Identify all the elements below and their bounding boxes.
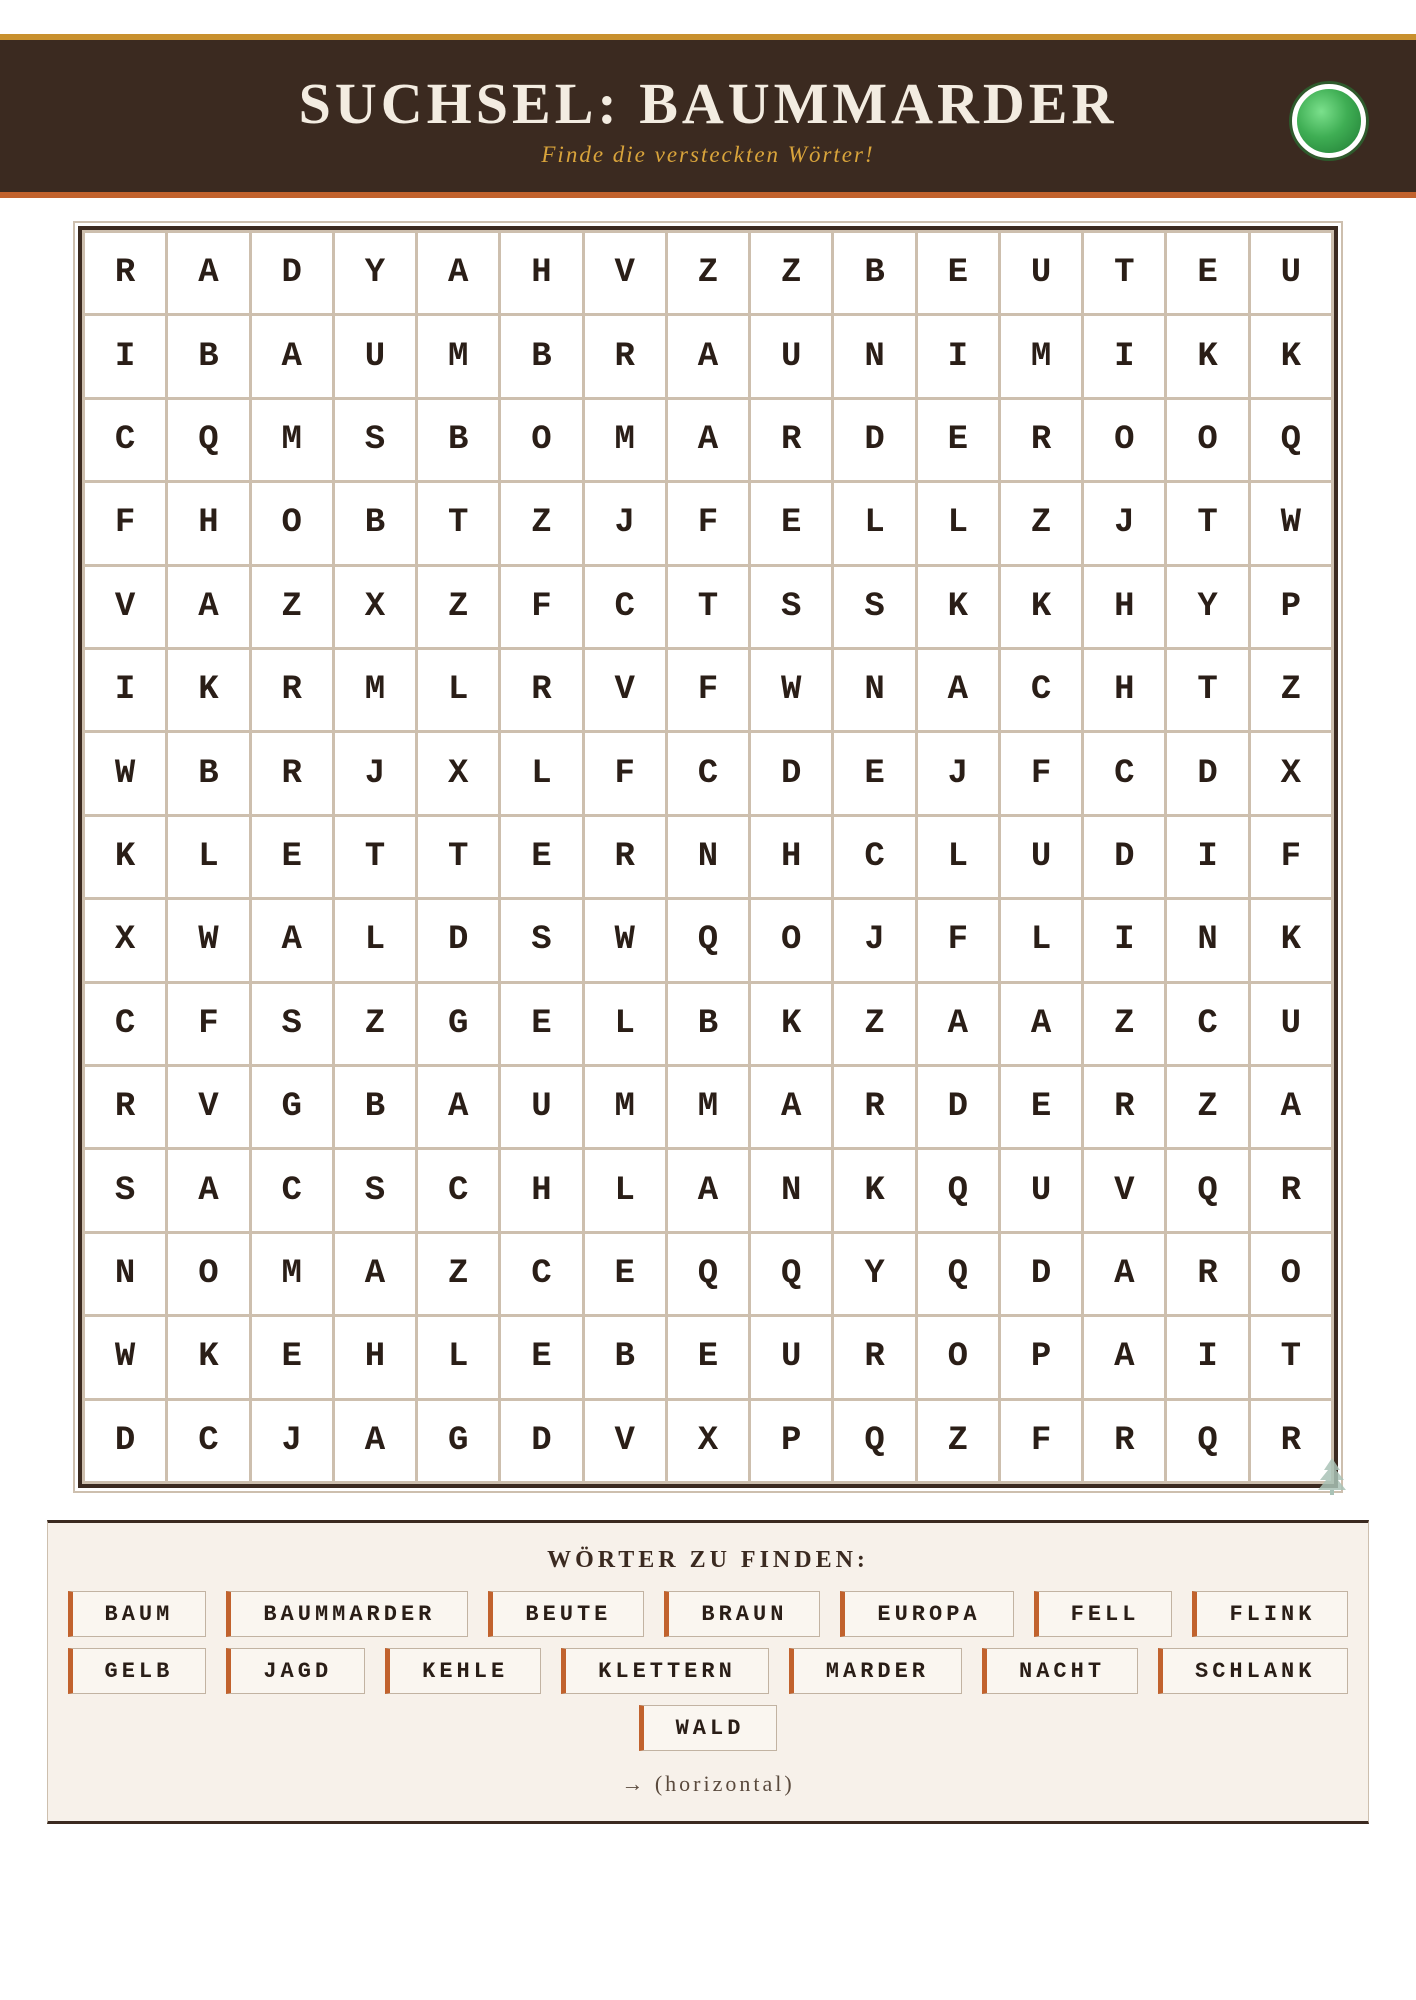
grid-cell[interactable]: M xyxy=(668,1067,748,1147)
grid-cell[interactable]: V xyxy=(585,1401,665,1481)
grid-cell[interactable]: V xyxy=(585,650,665,730)
grid-cell[interactable]: B xyxy=(335,1067,415,1147)
grid-cell[interactable]: V xyxy=(585,233,665,313)
grid-cell[interactable]: V xyxy=(85,567,165,647)
grid-cell[interactable]: L xyxy=(168,817,248,897)
grid-cell[interactable]: Q xyxy=(668,1234,748,1314)
grid-cell[interactable]: O xyxy=(501,400,581,480)
grid-cell[interactable]: J xyxy=(834,900,914,980)
grid-cell[interactable]: Z xyxy=(501,483,581,563)
grid-cell[interactable]: S xyxy=(751,567,831,647)
word-tag: NACHT xyxy=(982,1648,1138,1694)
grid-cell[interactable]: J xyxy=(918,733,998,813)
grid-cell[interactable]: V xyxy=(168,1067,248,1147)
grid-cell[interactable]: Q xyxy=(1167,1401,1247,1481)
grid-cell[interactable]: I xyxy=(1167,1317,1247,1397)
grid-cell[interactable]: Q xyxy=(751,1234,831,1314)
grid-cell[interactable]: Z xyxy=(751,233,831,313)
grid-cell[interactable]: F xyxy=(668,650,748,730)
grid-cell[interactable]: L xyxy=(418,1317,498,1397)
grid-cell[interactable]: D xyxy=(501,1401,581,1481)
grid-cell[interactable]: F xyxy=(85,483,165,563)
grid-cell[interactable]: A xyxy=(668,316,748,396)
grid-cell[interactable]: I xyxy=(1084,316,1164,396)
grid-cell[interactable]: G xyxy=(418,984,498,1064)
word-tag: EUROPA xyxy=(840,1591,1013,1637)
grid-cell[interactable]: D xyxy=(1167,733,1247,813)
grid-cell[interactable]: R xyxy=(1167,1234,1247,1314)
grid-cell[interactable]: E xyxy=(252,1317,332,1397)
grid-cell[interactable]: C xyxy=(168,1401,248,1481)
grid-cell[interactable]: C xyxy=(85,984,165,1064)
grid-cell[interactable]: K xyxy=(85,817,165,897)
grid-cell[interactable]: M xyxy=(585,400,665,480)
grid-cell[interactable]: N xyxy=(834,316,914,396)
grid-cell[interactable]: I xyxy=(85,650,165,730)
word-list-row xyxy=(68,1648,1349,1694)
word-list-panel xyxy=(47,1520,1369,1824)
word-tag: BAUMMARDER xyxy=(226,1591,468,1637)
grid-cell[interactable]: C xyxy=(585,567,665,647)
grid-cell[interactable]: C xyxy=(501,1234,581,1314)
word-tag: GELB xyxy=(68,1648,207,1694)
grid-cell[interactable]: X xyxy=(418,733,498,813)
grid-cell[interactable]: E xyxy=(668,1317,748,1397)
grid-cell[interactable]: Z xyxy=(418,1234,498,1314)
grid-cell[interactable]: O xyxy=(252,483,332,563)
grid-cell[interactable]: I xyxy=(918,316,998,396)
grid-cell[interactable]: K xyxy=(1167,316,1247,396)
grid-cell[interactable]: E xyxy=(751,483,831,563)
grid-cell[interactable]: F xyxy=(1251,817,1331,897)
grid-cell[interactable]: F xyxy=(168,984,248,1064)
grid-cell[interactable]: L xyxy=(501,733,581,813)
grid-cell[interactable]: O xyxy=(918,1317,998,1397)
grid-cell[interactable]: C xyxy=(1084,733,1164,813)
grid-cell[interactable]: A xyxy=(418,233,498,313)
grid-cell[interactable]: J xyxy=(1084,483,1164,563)
grid-cell[interactable]: A xyxy=(1251,1067,1331,1147)
grid-cell[interactable]: W xyxy=(751,650,831,730)
grid-cell[interactable]: V xyxy=(1084,1150,1164,1230)
word-tag: BRAUN xyxy=(664,1591,820,1637)
grid-cell[interactable]: A xyxy=(668,1150,748,1230)
grid-cell[interactable]: Y xyxy=(335,233,415,313)
grid-cell[interactable]: C xyxy=(668,733,748,813)
grid-cell[interactable]: Z xyxy=(668,233,748,313)
grid-cell[interactable]: U xyxy=(751,1317,831,1397)
grid-cell[interactable]: A xyxy=(1001,984,1081,1064)
grid-cell[interactable]: P xyxy=(751,1401,831,1481)
grid-cell[interactable]: A xyxy=(918,650,998,730)
grid-cell[interactable]: N xyxy=(751,1150,831,1230)
grid-cell[interactable]: R xyxy=(585,817,665,897)
grid-cell[interactable]: R xyxy=(85,1067,165,1147)
grid-cell[interactable]: L xyxy=(834,483,914,563)
grid-cell[interactable]: L xyxy=(585,984,665,1064)
grid-cell[interactable]: A xyxy=(252,316,332,396)
grid-cell[interactable]: P xyxy=(1001,1317,1081,1397)
grid-cell[interactable]: G xyxy=(252,1067,332,1147)
grid-cell[interactable]: L xyxy=(585,1150,665,1230)
grid-cell[interactable]: A xyxy=(168,567,248,647)
grid-cell[interactable]: K xyxy=(1251,900,1331,980)
grid-cell[interactable]: D xyxy=(1084,817,1164,897)
grid-cell[interactable]: N xyxy=(85,1234,165,1314)
word-tag: KEHLE xyxy=(385,1648,541,1694)
word-tag: JAGD xyxy=(226,1648,365,1694)
grid-cell[interactable]: D xyxy=(751,733,831,813)
grid-cell[interactable]: I xyxy=(1084,900,1164,980)
grid-cell[interactable]: I xyxy=(1167,817,1247,897)
grid-cell[interactable]: B xyxy=(168,316,248,396)
grid-cell[interactable]: E xyxy=(918,400,998,480)
word-tag: MARDER xyxy=(789,1648,962,1694)
grid-cell[interactable]: W xyxy=(168,900,248,980)
grid-cell[interactable]: C xyxy=(418,1150,498,1230)
grid-cell[interactable]: F xyxy=(1001,733,1081,813)
grid-cell[interactable]: M xyxy=(252,1234,332,1314)
grid-cell[interactable]: U xyxy=(1251,984,1331,1064)
grid-cell[interactable]: R xyxy=(1251,1150,1331,1230)
status-indicator-icon xyxy=(1292,84,1366,158)
tree-icon xyxy=(1316,1456,1348,1496)
grid-cell[interactable]: C xyxy=(85,400,165,480)
grid-cell[interactable]: N xyxy=(1167,900,1247,980)
grid-cell[interactable]: U xyxy=(751,316,831,396)
grid-cell[interactable]: C xyxy=(1001,650,1081,730)
grid-cell[interactable]: K xyxy=(751,984,831,1064)
grid-cell[interactable]: H xyxy=(501,233,581,313)
grid-cell[interactable]: E xyxy=(585,1234,665,1314)
grid-cell[interactable]: S xyxy=(834,567,914,647)
grid-cell[interactable]: L xyxy=(418,650,498,730)
grid-cell[interactable]: Z xyxy=(834,984,914,1064)
word-list-title: WÖRTER ZU FINDEN: xyxy=(547,1547,869,1573)
grid-cell[interactable]: Z xyxy=(1001,483,1081,563)
grid-cell[interactable]: P xyxy=(1251,567,1331,647)
grid-cell[interactable]: E xyxy=(501,817,581,897)
grid-cell[interactable]: H xyxy=(335,1317,415,1397)
grid-cell[interactable]: E xyxy=(834,733,914,813)
grid-cell[interactable]: O xyxy=(1084,400,1164,480)
grid-cell[interactable]: K xyxy=(1251,316,1331,396)
grid-cell[interactable]: X xyxy=(85,900,165,980)
grid-cell[interactable]: D xyxy=(418,900,498,980)
grid-cell[interactable]: S xyxy=(335,400,415,480)
grid-cell[interactable]: M xyxy=(585,1067,665,1147)
grid-cell[interactable]: T xyxy=(418,817,498,897)
grid-cell[interactable]: Q xyxy=(918,1234,998,1314)
grid-cell[interactable]: A xyxy=(252,900,332,980)
grid-cell[interactable]: D xyxy=(918,1067,998,1147)
grid-cell[interactable]: J xyxy=(585,483,665,563)
grid-cell[interactable]: O xyxy=(168,1234,248,1314)
grid-cell[interactable]: D xyxy=(834,400,914,480)
grid-cell[interactable]: Q xyxy=(834,1401,914,1481)
grid-cell[interactable]: H xyxy=(1084,567,1164,647)
grid-cell[interactable]: K xyxy=(1001,567,1081,647)
grid-cell[interactable]: R xyxy=(85,233,165,313)
word-tag: BEUTE xyxy=(488,1591,644,1637)
grid-cell[interactable]: X xyxy=(335,567,415,647)
grid-cell[interactable]: U xyxy=(1001,1150,1081,1230)
grid-cell[interactable]: T xyxy=(1084,233,1164,313)
grid-cell[interactable]: D xyxy=(252,233,332,313)
word-tag: BAUM xyxy=(68,1591,207,1637)
grid-cell[interactable]: L xyxy=(1001,900,1081,980)
grid-cell[interactable]: B xyxy=(585,1317,665,1397)
grid-cell[interactable]: F xyxy=(501,567,581,647)
grid-cell[interactable]: Z xyxy=(1167,1067,1247,1147)
grid-cell[interactable]: E xyxy=(501,984,581,1064)
grid-cell[interactable]: R xyxy=(252,650,332,730)
grid-cell[interactable]: L xyxy=(918,817,998,897)
grid-cell[interactable]: Q xyxy=(918,1150,998,1230)
grid-cell[interactable]: T xyxy=(335,817,415,897)
grid-cell[interactable]: R xyxy=(1084,1401,1164,1481)
grid-cell[interactable]: S xyxy=(85,1150,165,1230)
grid-cell[interactable]: T xyxy=(1251,1317,1331,1397)
grid-cell[interactable]: Z xyxy=(335,984,415,1064)
grid-cell[interactable]: A xyxy=(668,400,748,480)
grid-cell[interactable]: E xyxy=(918,233,998,313)
grid-cell[interactable]: B xyxy=(335,483,415,563)
grid-cell[interactable]: F xyxy=(1001,1401,1081,1481)
word-tag: KLETTERN xyxy=(561,1648,769,1694)
grid-cell[interactable]: J xyxy=(335,733,415,813)
grid-cell[interactable]: X xyxy=(1251,733,1331,813)
grid-cell[interactable]: I xyxy=(85,316,165,396)
word-list-row xyxy=(639,1705,778,1751)
grid-cell[interactable]: R xyxy=(585,316,665,396)
grid-cell[interactable]: R xyxy=(751,400,831,480)
grid-cell[interactable]: A xyxy=(918,984,998,1064)
grid-cell[interactable]: E xyxy=(252,817,332,897)
grid-cell[interactable]: S xyxy=(335,1150,415,1230)
grid-cell[interactable]: R xyxy=(834,1317,914,1397)
word-search-grid[interactable] xyxy=(82,230,1334,1484)
grid-cell[interactable]: M xyxy=(252,400,332,480)
grid-cell[interactable]: W xyxy=(85,733,165,813)
grid-cell[interactable]: A xyxy=(168,233,248,313)
grid-cell[interactable]: R xyxy=(1001,400,1081,480)
grid-cell[interactable]: Z xyxy=(418,567,498,647)
grid-cell[interactable]: B xyxy=(501,316,581,396)
grid-cell[interactable]: R xyxy=(252,733,332,813)
grid-cell[interactable]: B xyxy=(168,733,248,813)
grid-cell[interactable]: F xyxy=(668,483,748,563)
word-tag: FLINK xyxy=(1192,1591,1348,1637)
grid-cell[interactable]: Q xyxy=(168,400,248,480)
grid-cell[interactable]: R xyxy=(834,1067,914,1147)
grid-cell[interactable]: Z xyxy=(918,1401,998,1481)
grid-cell[interactable]: O xyxy=(1251,1234,1331,1314)
grid-cell[interactable]: A xyxy=(1084,1234,1164,1314)
grid-cell[interactable]: A xyxy=(168,1150,248,1230)
grid-cell[interactable]: D xyxy=(85,1401,165,1481)
grid-cell[interactable]: X xyxy=(668,1401,748,1481)
grid-cell[interactable]: A xyxy=(335,1234,415,1314)
grid-cell[interactable]: L xyxy=(918,483,998,563)
grid-cell[interactable]: L xyxy=(335,900,415,980)
grid-cell[interactable]: E xyxy=(1001,1067,1081,1147)
grid-cell[interactable]: R xyxy=(1084,1067,1164,1147)
word-tag: WALD xyxy=(639,1705,778,1751)
grid-cell[interactable]: C xyxy=(834,817,914,897)
direction-hint: → (horizontal) xyxy=(621,1771,795,1796)
grid-cell[interactable]: M xyxy=(335,650,415,730)
grid-cell[interactable]: B xyxy=(668,984,748,1064)
grid-cell[interactable]: K xyxy=(168,650,248,730)
grid-cell[interactable]: O xyxy=(751,900,831,980)
grid-cell[interactable]: T xyxy=(418,483,498,563)
grid-cell[interactable]: F xyxy=(918,900,998,980)
grid-cell[interactable]: A xyxy=(335,1401,415,1481)
grid-cell[interactable]: N xyxy=(834,650,914,730)
grid-cell[interactable]: M xyxy=(418,316,498,396)
grid-cell[interactable]: Z xyxy=(252,567,332,647)
grid-cell[interactable]: T xyxy=(668,567,748,647)
grid-cell[interactable]: H xyxy=(501,1150,581,1230)
grid-cell[interactable]: A xyxy=(751,1067,831,1147)
grid-cell[interactable]: W xyxy=(85,1317,165,1397)
grid-cell[interactable]: E xyxy=(1167,233,1247,313)
grid-cell[interactable]: Y xyxy=(1167,567,1247,647)
grid-cell[interactable]: B xyxy=(834,233,914,313)
grid-cell[interactable]: U xyxy=(501,1067,581,1147)
grid-cell[interactable]: O xyxy=(1167,400,1247,480)
word-list-row xyxy=(68,1591,1349,1637)
grid-cell[interactable]: N xyxy=(668,817,748,897)
grid-cell[interactable]: S xyxy=(501,900,581,980)
grid-cell[interactable]: F xyxy=(585,733,665,813)
grid-cell[interactable]: R xyxy=(1251,1401,1331,1481)
grid-cell[interactable]: G xyxy=(418,1401,498,1481)
grid-cell[interactable]: K xyxy=(168,1317,248,1397)
grid-cell[interactable]: W xyxy=(585,900,665,980)
page-subtitle: Finde die versteckten Wörter! xyxy=(541,142,875,167)
grid-cell[interactable]: M xyxy=(1001,316,1081,396)
word-tag: SCHLANK xyxy=(1158,1648,1348,1694)
grid-cell[interactable]: J xyxy=(252,1401,332,1481)
grid-cell[interactable]: U xyxy=(1001,817,1081,897)
grid-cell[interactable]: B xyxy=(418,400,498,480)
grid-cell[interactable]: Q xyxy=(668,900,748,980)
word-list xyxy=(48,1591,1368,1751)
grid-cell[interactable]: A xyxy=(418,1067,498,1147)
grid-cell[interactable]: H xyxy=(1084,650,1164,730)
grid-cell[interactable]: E xyxy=(501,1317,581,1397)
grid-cell[interactable]: A xyxy=(1084,1317,1164,1397)
grid-cell[interactable]: C xyxy=(252,1150,332,1230)
grid-cell[interactable]: W xyxy=(1251,483,1331,563)
grid-cell[interactable]: Z xyxy=(1251,650,1331,730)
grid-cell[interactable]: Z xyxy=(1084,984,1164,1064)
header-banner xyxy=(0,34,1416,198)
grid-cell[interactable]: K xyxy=(834,1150,914,1230)
grid-cell[interactable]: Q xyxy=(1167,1150,1247,1230)
grid-cell[interactable]: U xyxy=(1251,233,1331,313)
grid-cell[interactable]: C xyxy=(1167,984,1247,1064)
grid-cell[interactable]: S xyxy=(252,984,332,1064)
grid-cell[interactable]: U xyxy=(335,316,415,396)
grid-cell[interactable]: D xyxy=(1001,1234,1081,1314)
grid-cell[interactable]: Q xyxy=(1251,400,1331,480)
grid-cell[interactable]: H xyxy=(751,817,831,897)
grid-cell[interactable]: K xyxy=(918,567,998,647)
grid-cell[interactable]: H xyxy=(168,483,248,563)
word-tag: FELL xyxy=(1034,1591,1173,1637)
page-title: SUCHSEL: BAUMMARDER xyxy=(298,71,1118,136)
grid-cell[interactable]: U xyxy=(1001,233,1081,313)
grid-cell[interactable]: Y xyxy=(834,1234,914,1314)
grid-cell[interactable]: T xyxy=(1167,650,1247,730)
grid-cell[interactable]: T xyxy=(1167,483,1247,563)
grid-cell[interactable]: R xyxy=(501,650,581,730)
